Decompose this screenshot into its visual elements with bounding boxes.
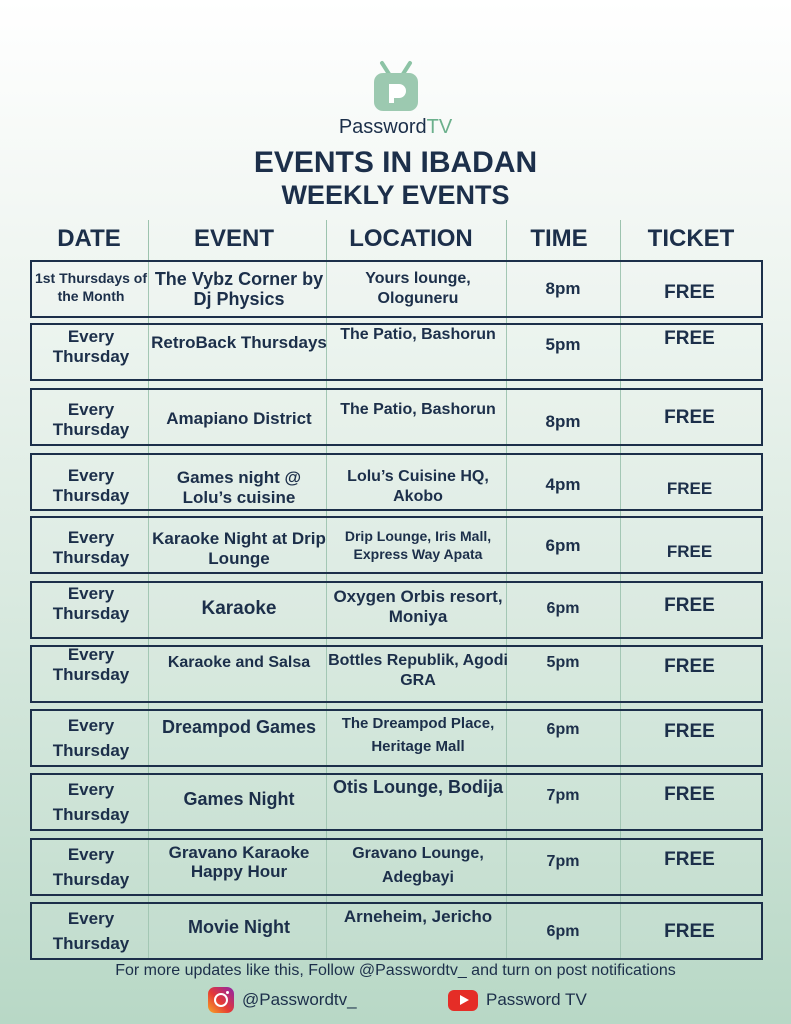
table-header [30, 225, 761, 255]
row-location: Otis Lounge, Bodija [333, 777, 503, 797]
instagram-icon [208, 987, 234, 1013]
row-event: Karaoke [201, 598, 277, 619]
row-location: The Patio, Bashorun [340, 401, 496, 418]
row-location: Lolu’s Cuisine HQ, Akobo [347, 468, 489, 505]
row-event: Dreampod Games [161, 717, 317, 737]
row-date: Every Thursday [52, 909, 130, 953]
row-event: RetroBack Thursdays [151, 333, 327, 352]
row-location: Gravano Lounge, Adegbayi [352, 845, 484, 886]
row-ticket: FREE [664, 407, 715, 428]
instagram-link[interactable] [208, 986, 357, 1014]
table-row [30, 838, 763, 896]
row-time: 6pm [546, 923, 580, 940]
row-ticket: FREE [664, 784, 715, 805]
row-event: Amapiano District [166, 409, 312, 428]
header-location: LOCATION [349, 225, 473, 252]
header-time: TIME [530, 225, 588, 252]
row-time: 7pm [546, 853, 580, 870]
table-row [30, 645, 763, 703]
row-date: Every Thursday [52, 327, 130, 366]
table-row [30, 453, 763, 511]
table-row [30, 773, 763, 831]
row-date: 1st Thursdays of the Month [34, 270, 148, 304]
footer-text: For more updates like this, Follow @Passwordtv_ and turn on post notifications [115, 962, 676, 979]
row-date: Every Thursday [52, 780, 130, 824]
row-location: Drip Lounge, Iris Mall, Express Way Apata [344, 528, 492, 562]
row-location: Yours lounge, Ologuneru [365, 270, 471, 307]
row-time: 8pm [545, 279, 581, 298]
table-row [30, 388, 763, 446]
header-ticket: TICKET [647, 225, 735, 252]
row-location: Oxygen Orbis resort, Moniya [333, 587, 503, 626]
row-event: Games night @ Lolu’s cuisine [176, 468, 302, 507]
row-ticket: FREE [664, 849, 715, 870]
brand-logo [0, 60, 791, 139]
table-row [30, 581, 763, 639]
table-row [30, 260, 763, 318]
page-subtitle: WEEKLY EVENTS [281, 180, 510, 210]
brand-name: PasswordTV [338, 116, 453, 138]
tv-logo-icon [371, 60, 421, 114]
row-time: 6pm [546, 600, 580, 617]
row-event: The Vybz Corner by Dj Physics [154, 269, 324, 309]
page-title: EVENTS IN IBADAN [253, 146, 538, 179]
table-row [30, 323, 763, 381]
row-time: 5pm [545, 335, 581, 354]
row-time: 5pm [546, 654, 580, 671]
row-date: Every Thursday [52, 716, 130, 760]
row-time: 6pm [545, 536, 581, 555]
header-date: DATE [57, 225, 121, 252]
row-ticket: FREE [666, 479, 713, 498]
youtube-channel: Password TV [486, 990, 587, 1009]
row-time: 6pm [546, 721, 580, 738]
table-row [30, 709, 763, 767]
row-ticket: FREE [664, 656, 715, 677]
youtube-icon [448, 990, 478, 1011]
row-date: Every Thursday [52, 528, 130, 567]
row-location: Arneheim, Jericho [343, 907, 493, 926]
table-row [30, 516, 763, 574]
row-ticket: FREE [664, 282, 715, 303]
row-time: 4pm [545, 475, 581, 494]
row-event: Games Night [183, 789, 295, 809]
row-location: The Dreampod Place, Heritage Mall [341, 715, 495, 755]
instagram-handle: @Passwordtv_ [242, 990, 357, 1009]
row-ticket: FREE [664, 595, 715, 616]
row-event: Karaoke Night at Drip Lounge [152, 529, 326, 568]
row-date: Every Thursday [52, 645, 130, 684]
youtube-link[interactable] [448, 986, 587, 1014]
row-date: Every Thursday [52, 466, 130, 505]
row-time: 8pm [545, 412, 581, 431]
table-row [30, 902, 763, 960]
row-event: Karaoke and Salsa [167, 654, 311, 671]
row-ticket: FREE [666, 542, 713, 561]
row-event: Movie Night [188, 917, 290, 937]
header-event: EVENT [193, 225, 274, 252]
row-ticket: FREE [664, 328, 715, 349]
row-date: Every Thursday [52, 584, 130, 623]
row-event: Gravano Karaoke Happy Hour [168, 843, 310, 881]
row-ticket: FREE [664, 721, 715, 742]
row-location: The Patio, Bashorun [340, 326, 496, 343]
row-ticket: FREE [664, 921, 715, 942]
row-date: Every Thursday [52, 845, 130, 889]
row-location: Bottles Republik, Agodi GRA [328, 652, 508, 689]
row-date: Every Thursday [52, 400, 130, 439]
row-time: 7pm [546, 787, 580, 804]
